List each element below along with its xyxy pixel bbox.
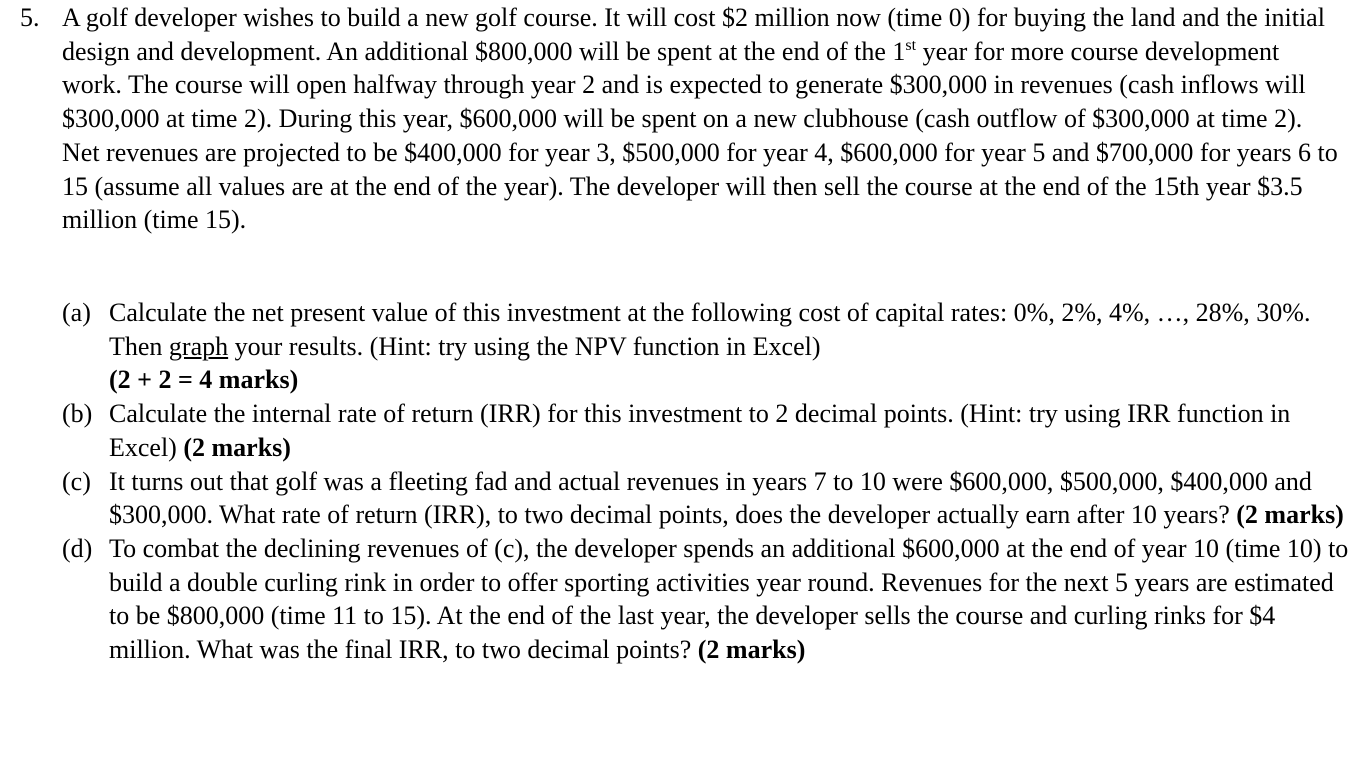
part-d-label: (d) — [62, 533, 93, 563]
part-a-label: (a) — [62, 298, 91, 327]
part-b — [62, 397, 1352, 464]
part-a — [62, 296, 1352, 397]
part-c-marks: (2 marks) — [1236, 500, 1344, 530]
question-intro — [62, 1, 1345, 237]
part-a-graph-word: graph — [168, 331, 229, 361]
part-d-marks: (2 marks) — [697, 635, 806, 665]
intro-ordinal-suffix: st — [905, 36, 917, 54]
part-d — [62, 532, 1352, 667]
intro-text-rest: year for more course development work. The course will open halfway through year 2 and is expected to generate $300,000 in revenues (cash inflows will $300,000 at time 2). During this year, $600,000 will be spent on a new clubhouse (cash outflow of $300,000 at time 2). Net revenues are projected to be $400,000 for year 3, $500,000 for year 4, $600,000 for year 5 and $700,000 for years 6 to 15 (assume all values are at the end of the year). The developer will then sell the course at the end of the 15th year $3.5 million (time 15). — [62, 36, 1338, 235]
part-a-marks: (2 + 2 = 4 marks) — [109, 365, 299, 395]
part-a-hint: your results. (Hint: try using the NPV function in Excel) — [228, 331, 821, 361]
part-b-text: Calculate the internal rate of return (IRR) for this investment to 2 decimal points. (Hint: try using IRR function in Excel) — [109, 399, 1291, 462]
part-b-label: (b) — [62, 399, 93, 429]
part-c-label: (c) — [62, 466, 91, 496]
question-5 — [20, 1, 1345, 237]
question-parts — [62, 296, 1352, 667]
part-d-text: To combat the declining revenues of (c), the developer spends an additional $600,000 at the end of year 10 (time 10) to build a double curling rink in order to offer sporting activities year round. Revenues for the next 5 years are estimated to be $800,000 (time 11 to 15). At the end of the last year, the developer sells the course and curling rinks for $4 million. What was the final IRR, to two decimal points? — [109, 533, 1349, 665]
question-number: 5. — [20, 3, 40, 32]
part-b-marks: (2 marks) — [183, 432, 291, 462]
part-a-text: Calculate the net present value of this investment at the following cost of capital rates: 0%, 2%, 4%, …, 28%, 30%. Then — [109, 298, 1311, 361]
intro-text-start: A golf developer wishes to build a new golf course. It will cost $2 million now (time 0) for buying the land and the initial design and development. An additional $800,000 will be spent at the end of the 1 — [62, 3, 1325, 66]
part-c-text: It turns out that golf was a fleeting fad and actual revenues in years 7 to 10 were $600,000, $500,000, $400,000 and $300,000. What rate of return (IRR), to two decimal points, does the developer actually earn after 10 years? — [109, 466, 1312, 530]
part-c — [62, 465, 1352, 532]
